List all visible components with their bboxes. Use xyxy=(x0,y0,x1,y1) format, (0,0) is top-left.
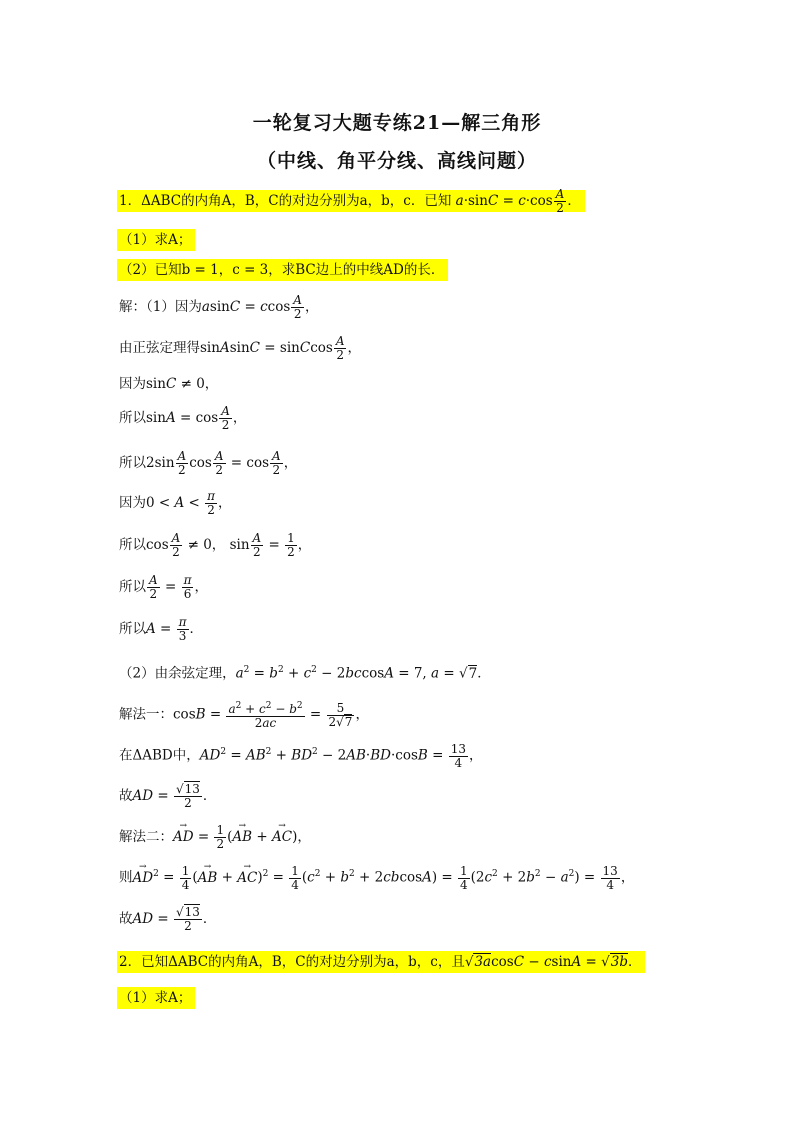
solution-line-16: 故AD = $\frac{√13}{2}$ ． xyxy=(119,905,217,933)
page-title: 一轮复习大题专练21—解三角形 xyxy=(252,112,542,134)
solution-line-14: 解法二：→ AD = $\frac{1}{2}$ (→ AB + → AC)， xyxy=(119,824,311,851)
solution-line-15: 则→ $AD^2$ = $\frac{1}{4}$ (→ AB + → AC)$^2$ = $\frac{1}{4}$ $(c^2 + b^2 + 2cbcosA)$ = $\frac{1}{4}$ $(2c^2 + 2b^2 - a^2)$ = $\frac{13}{4}$ ， xyxy=(119,864,634,892)
problem-2-question-1: （1）求A； xyxy=(119,988,195,1008)
problem-1-question-1: （1）求A； xyxy=(119,230,195,250)
solution-line-11: 解法一：cosB = $\frac{a^2 + c^2 - b^2}{2ac}$ = $\frac{5}{2√7}$ ， xyxy=(119,700,369,730)
solution-line-6: 因为0 < A < $\frac{\pi}{2}$ ， xyxy=(119,489,232,517)
solution-line-5: 所以2sin $\frac{A}{2}$ cos $\frac{A}{2}$ = cos $\frac{A}{2}$ ， xyxy=(119,449,298,477)
solution-line-8: 所以 $\frac{A}{2}$ = $\frac{\pi}{6}$ ， xyxy=(119,573,208,601)
problem-2-stem: 2．已知ΔABC的内角A，B，C的对边分别为a，b，c，且√3acosC − csinA = √3b． xyxy=(119,952,645,972)
solution-line-4: 所以sinA = cos $\frac{A}{2}$ ， xyxy=(119,404,247,432)
solution-line-9: 所以A = $\frac{\pi}{3}$ ． xyxy=(119,615,204,643)
problem-1-stem: 1．ΔABC的内角A，B，C的对边分别为a，b，c．已知 a·sinC = c·cos $\frac{A}{2}$ ． xyxy=(119,188,585,215)
problem-1-question-2: （2）已知b = 1，c = 3，求BC边上的中线AD的长． xyxy=(119,260,448,280)
solution-line-3: 因为sinC ≠ 0， xyxy=(119,376,219,392)
solution-line-2: 由正弦定理得sinAsinC = sinCcos $\frac{A}{2}$ ， xyxy=(119,334,361,362)
solution-line-10: （2）由余弦定理，$a^2 = b^2 + c^2 - 2bccosA = 7$, a = √7． xyxy=(119,665,491,682)
solution-line-1: 解：（1）因为asinC = ccos $\frac{A}{2}$ ， xyxy=(119,293,319,321)
solution-line-7: 所以cos $\frac{A}{2}$ ≠ 0， sin $\frac{A}{2}$ = $\frac{1}{2}$ ， xyxy=(119,531,312,559)
page-subtitle: （中线、角平分线、高线问题） xyxy=(256,150,537,172)
solution-line-12: 在ΔABD中，$AD^2 = AB^2 + BD^2 - 2AB\cdot BD\cdot\cos B$ = $\frac{13}{4}$ ， xyxy=(119,741,483,770)
solution-line-13: 故AD = $\frac{√13}{2}$ ． xyxy=(119,782,217,810)
